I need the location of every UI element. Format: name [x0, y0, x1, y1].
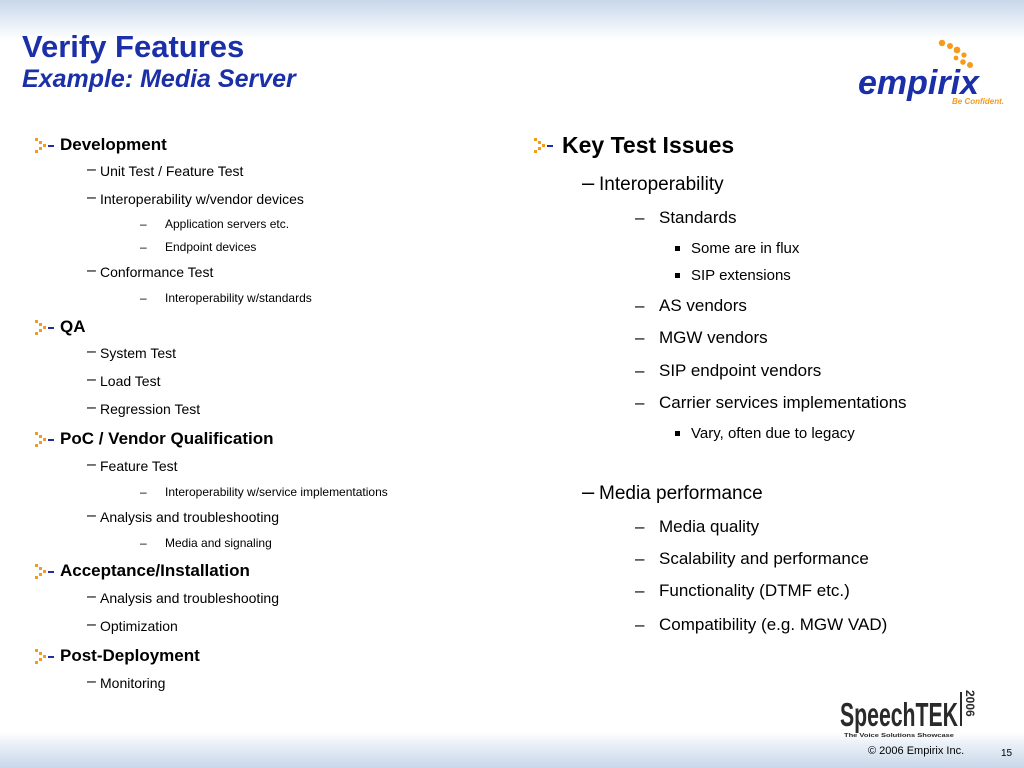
dash-bullet: –	[87, 673, 96, 690]
bullet-arrow-icon	[33, 560, 59, 580]
event-logo-year: 2006	[963, 690, 977, 717]
dash-bullet: –	[87, 161, 96, 178]
list-item: Regression Test	[100, 401, 201, 417]
issue-item: Compatibility (e.g. MGW VAD)	[659, 615, 888, 634]
section-heading: Acceptance/Installation	[60, 561, 250, 580]
brand-logo-text: empirix	[858, 64, 979, 102]
issue-sub-item: Vary, often due to legacy	[691, 425, 855, 442]
issue-item: Carrier services implementations	[659, 393, 907, 412]
dash-bullet: –	[87, 399, 96, 416]
bullet-arrow-icon	[33, 645, 59, 665]
speechtek-logo	[838, 688, 984, 740]
square-bullet-icon	[675, 273, 680, 278]
issue-item: AS vendors	[659, 296, 747, 315]
dash-bullet: –	[635, 393, 645, 412]
key-issues-heading: Key Test Issues	[562, 132, 735, 158]
dash-bullet: –	[635, 615, 645, 634]
list-item: Feature Test	[100, 458, 178, 474]
slide-title: Verify Features	[22, 29, 245, 64]
dash-bullet: –	[635, 208, 645, 227]
dash-bullet: –	[87, 616, 96, 633]
dash-bullet: –	[635, 549, 645, 568]
issue-item: Media quality	[659, 517, 760, 536]
dash-bullet: –	[140, 217, 147, 231]
dash-bullet: –	[140, 291, 147, 305]
sub-item: Interoperability w/service implementations	[165, 485, 388, 499]
issue-group: Media performance	[599, 483, 763, 504]
issue-sub-item: SIP extensions	[691, 267, 791, 284]
dash-bullet: –	[635, 517, 645, 536]
sub-item: Application servers etc.	[165, 217, 290, 231]
dash-bullet: –	[87, 262, 96, 279]
list-item: Optimization	[100, 618, 178, 634]
brand-tagline: Be Confident.	[952, 97, 1004, 106]
issue-group: Interoperability	[599, 174, 724, 195]
issue-item: SIP endpoint vendors	[659, 361, 822, 380]
dash-bullet: –	[87, 456, 96, 473]
list-item: Interoperability w/vendor devices	[100, 191, 304, 207]
section-heading: PoC / Vendor Qualification	[60, 429, 274, 448]
sub-item: Endpoint devices	[165, 240, 257, 254]
issue-item: Scalability and performance	[659, 549, 869, 568]
dash-bullet: –	[87, 371, 96, 388]
dash-bullet: –	[87, 189, 96, 206]
slide-subtitle: Example: Media Server	[22, 65, 296, 93]
dash-bullet: –	[140, 485, 147, 499]
sub-item: Media and signaling	[165, 536, 272, 550]
bullet-arrow-icon	[33, 428, 59, 448]
list-item: System Test	[100, 345, 176, 361]
section-heading: Post-Deployment	[60, 646, 200, 665]
dash-bullet: –	[582, 170, 595, 195]
bullet-arrow-icon	[33, 134, 59, 154]
dash-bullet: –	[635, 296, 645, 315]
dash-bullet: –	[582, 479, 595, 504]
issue-sub-item: Some are in flux	[691, 240, 800, 257]
event-logo-tagline: The Voice Solutions Showcase	[844, 733, 955, 739]
issue-item: Functionality (DTMF etc.)	[659, 581, 850, 600]
list-item: Load Test	[100, 373, 161, 389]
logo-divider	[960, 692, 962, 726]
issue-item: MGW vendors	[659, 328, 768, 347]
bullet-arrow-icon	[532, 134, 558, 154]
list-item: Analysis and troubleshooting	[100, 509, 280, 525]
list-item: Analysis and troubleshooting	[100, 590, 280, 606]
sub-item: Interoperability w/standards	[165, 291, 312, 305]
bullet-arrow-icon	[33, 316, 59, 336]
dash-bullet: –	[140, 240, 147, 254]
footer-copyright: © 2006 Empirix Inc.	[868, 745, 965, 757]
dash-bullet: –	[87, 588, 96, 605]
square-bullet-icon	[675, 431, 680, 436]
dash-bullet: –	[87, 507, 96, 524]
dash-bullet: –	[635, 361, 645, 380]
issue-item: Standards	[659, 208, 737, 227]
section-heading: Development	[60, 135, 167, 154]
dash-bullet: –	[87, 343, 96, 360]
empirix-logo	[856, 38, 1012, 108]
list-item: Unit Test / Feature Test	[100, 163, 244, 179]
dash-bullet: –	[140, 536, 147, 550]
square-bullet-icon	[675, 246, 680, 251]
event-logo-text: SpeechTEK	[840, 696, 959, 733]
dash-bullet: –	[635, 581, 645, 600]
list-item: Monitoring	[100, 675, 166, 691]
dash-bullet: –	[635, 328, 645, 347]
section-heading: QA	[60, 317, 86, 336]
list-item: Conformance Test	[100, 264, 214, 280]
page-number: 15	[1001, 748, 1013, 759]
